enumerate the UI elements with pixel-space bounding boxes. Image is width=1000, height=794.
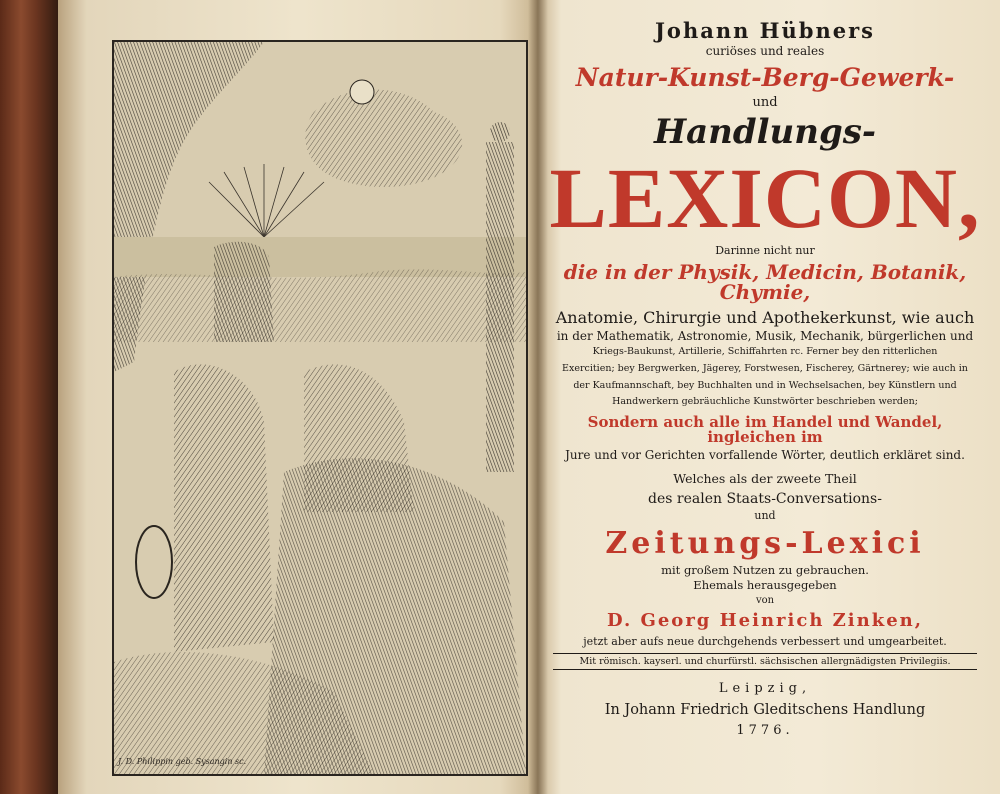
title-red-line: Natur-Kunst-Berg-Gewerk- xyxy=(575,63,955,92)
kaufmannschaft-line: der Kaufmannschaft, bey Buchhalten und in Wechselsachen, bey Künstlern und xyxy=(573,379,957,391)
landscape xyxy=(114,269,526,342)
frontispiece-engraving xyxy=(112,40,528,776)
nutzen-line: mit großem Nutzen zu gebrauchen. xyxy=(661,562,869,577)
column xyxy=(486,142,514,472)
herm-statue xyxy=(214,242,274,342)
handwerkern-line: Handwerkern gebräuchliche Kunstwörter beschrieben werden; xyxy=(612,396,918,408)
ehemals-line: Ehemals herausgegeben xyxy=(693,578,837,593)
mathematik-line: in der Mathematik, Astronomie, Musik, Mechanik, bürgerlichen und xyxy=(556,329,974,343)
book-binding-edge xyxy=(0,0,60,794)
rule-top xyxy=(553,653,977,654)
kriegs-line: Kriegs-Baukunst, Artillerie, Schiffahrten rc. Ferner bey den ritterlichen xyxy=(592,346,938,357)
sondern-line: Sondern auch alle im Handel und Wandel, ingleichen im xyxy=(587,413,943,447)
darinne: Darinne nicht nur xyxy=(715,244,815,257)
subtitle: curiöses und reales xyxy=(705,44,825,58)
exercitien-line: Exercitien; bey Bergwerken, Jägerey, Forstwesen, Fischerey, Gärtnerey; wie auch in xyxy=(562,362,968,374)
year: 1776. xyxy=(736,722,794,738)
publisher: In Johann Friedrich Gleditschens Handlung xyxy=(604,702,926,719)
engraver-credit: J. D. Philippin geb. Sysangin sc. xyxy=(118,757,247,766)
column-urn xyxy=(490,122,510,142)
jure-line: Jure und vor Gerichten vorfallende Wörter, deutlich erkläret sind. xyxy=(565,448,965,463)
author-name: Johann Hübners xyxy=(655,18,875,43)
welches-line: Welches als der zweete Theil xyxy=(673,471,857,487)
place: Leipzig, xyxy=(718,681,812,697)
engraving-illustration xyxy=(114,42,526,774)
editor-name: D. Georg Heinrich Zinken, xyxy=(606,609,924,631)
von: von xyxy=(755,594,775,606)
zeitungs-line: Zeitungs-Lexici xyxy=(605,525,925,561)
realen-line: des realen Staats-Conversations- xyxy=(648,490,882,507)
title-handlungs: Handlungs- xyxy=(653,112,877,152)
minerva-figure xyxy=(174,364,274,652)
rule-bottom xyxy=(553,669,977,670)
jetzt-line: jetzt aber aufs neue durchgehends verbessert und umgearbeitet. xyxy=(583,634,947,648)
putto-figure xyxy=(350,80,374,104)
physik-line: die in der Physik, Medicin, Botanik, Chymie, xyxy=(563,260,967,304)
title-lexicon: LEXICON, xyxy=(549,150,981,246)
privileg-line: Mit römisch. kayserl. und churfürstl. sächsischen allergnädigsten Privilegiis. xyxy=(579,655,951,667)
anatomie-line: Anatomie, Chirurgie und Apothekerkunst, wie auch xyxy=(555,308,975,327)
sea-horizon xyxy=(114,237,526,277)
und-1: und xyxy=(752,95,778,110)
title-page xyxy=(545,14,985,737)
und-2: und xyxy=(754,508,776,522)
